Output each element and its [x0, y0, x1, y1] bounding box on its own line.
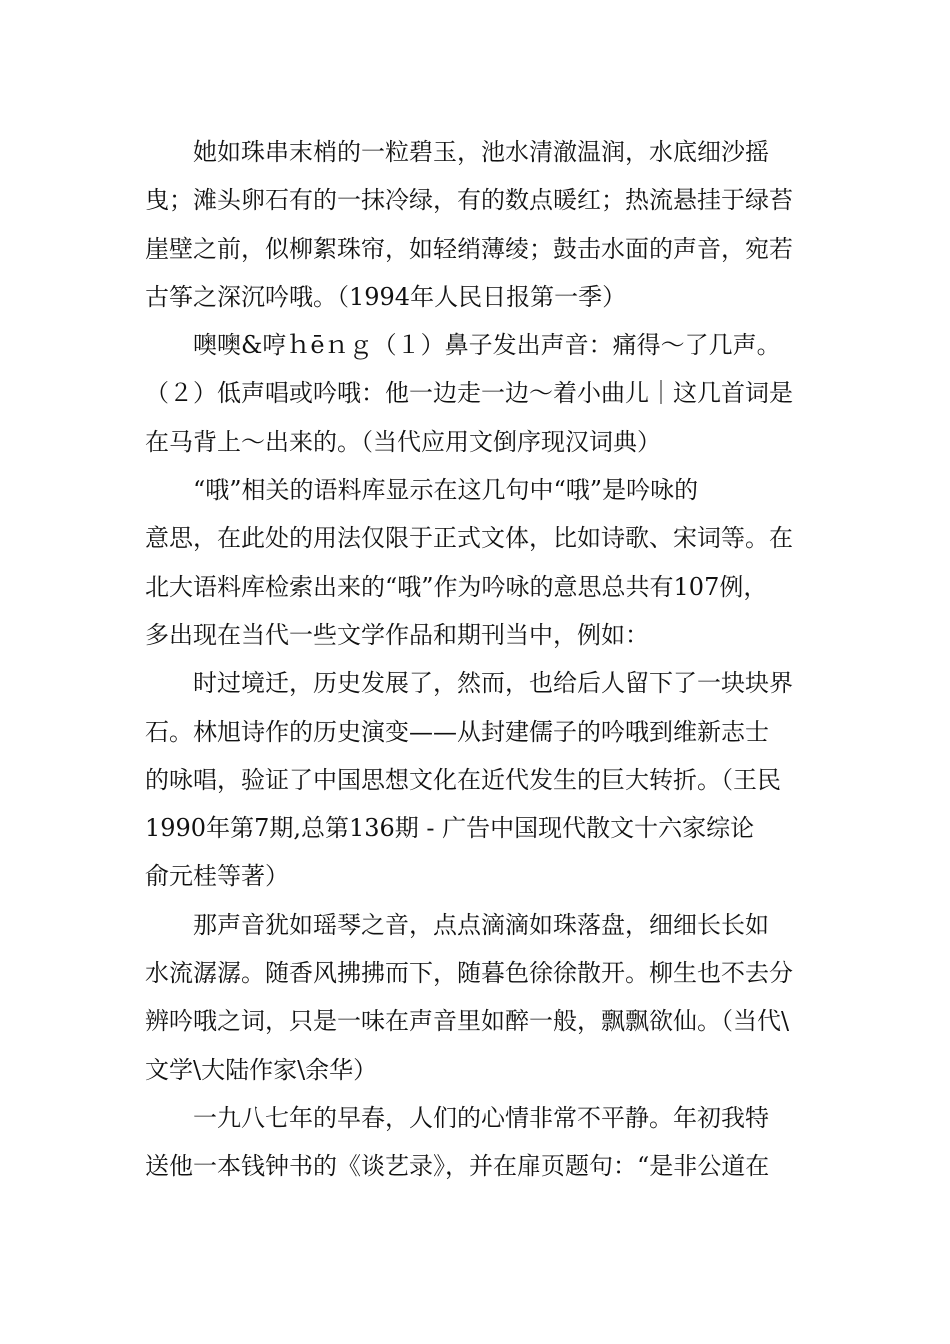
paragraph-5: 那声音犹如瑶琴之音，点点滴滴如珠落盘，细细长长如 水流潺潺。随香风拂拂而下，随暮色徐徐散开。柳生也不去分 辨吟哦之词，只是一味在声音里如醉一般，飘飘欲仙。（当代\ 文学\大陆作家\余华）	[145, 910, 793, 1084]
document-body	[145, 128, 810, 1191]
paragraph-6: 一九八七年的早春，人们的心情非常不平静。年初我特 送他一本钱钟书的《谈艺录》，并在扉页题句：“是非公道在	[145, 1103, 770, 1181]
paragraph-4: 时过境迁，历史发展了，然而，也给后人留下了一块块界 石。林旭诗作的历史演变——从封建儒子的吟哦到维新志士 的咏唱，验证了中国思想文化在近代发生的巨大转折。（王民 1990年第7期,总第136期 - 广告中国现代散文十六家综论 俞元桂等著）	[145, 669, 793, 891]
paragraph-3: “哦”相关的语料库显示在这几句中“哦”是吟咏的 意思，在此处的用法仅限于正式文体，比如诗歌、宋词等。在 北大语料库检索出来的“哦”作为吟咏的意思总共有107例， 多出现在当代一些文学作品和期刊当中，例如：	[145, 476, 793, 649]
paragraph-1: 她如珠串末梢的一粒碧玉，池水清澈温润，水底细沙摇 曳；滩头卵石有的一抹冷绿，有的数点暖红；热流悬挂于绿苔 崖壁之前，似柳絮珠帘，如轻绡薄绫；鼓击水面的声音，宛若 古筝之深沉吟哦。（1994年人民日报第一季）	[145, 138, 793, 311]
paragraph-2: 噢噢&哼ｈēｎｇ（１）鼻子发出声音：痛得～了几声。 （２）低声唱或吟哦：他一边走一边～着小曲儿｜这几首词是 在马背上～出来的。（当代应用文倒序现汉词典）	[145, 331, 793, 456]
